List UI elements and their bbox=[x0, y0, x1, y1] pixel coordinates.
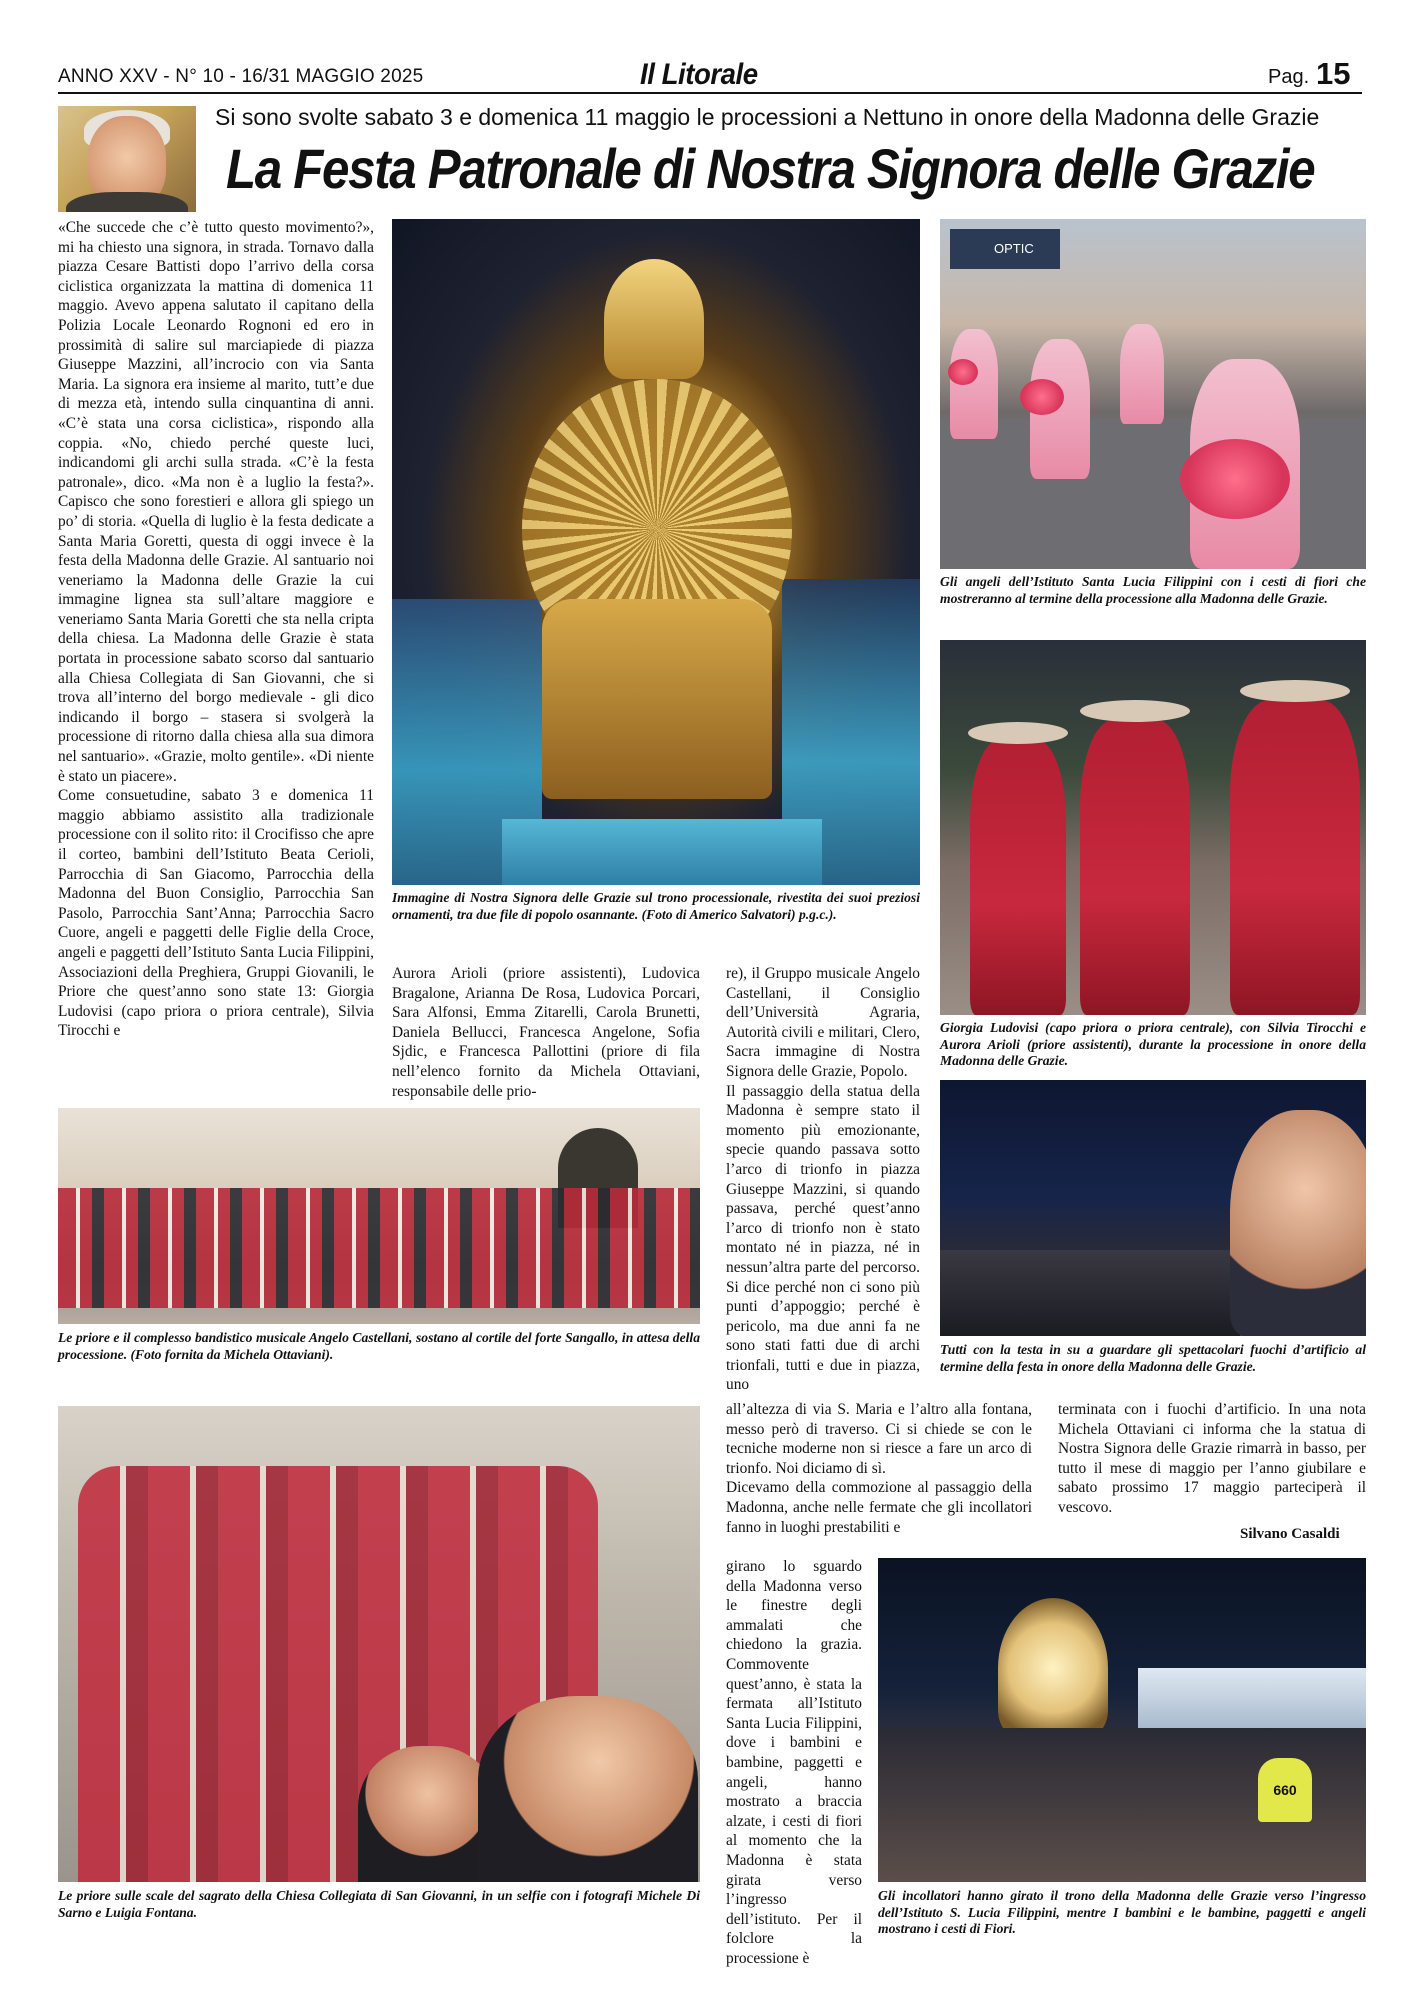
article-paragraph: Aurora Arioli (priore assistenti), Ludovica Bragalone, Arianna De Rosa, Ludovica Porcari, Sara Alfonsi, Emma Zitarelli, Carola Brunetti, Daniela Bellucci, Francesca Angelone, Sofia Sjdic, e Francesca Pallottini (priore di fila nell’elenco fornito da Michela Ottaviani, responsabile delle prio- bbox=[392, 965, 700, 1100]
caption-priore1: Giorgia Ludovisi (capo priora o priora centrale), con Silvia Tirocchi e Aurora Arioli (priore assistenti), durante la processione in onore della Madonna delle Grazie. bbox=[940, 1020, 1366, 1068]
article-paragraph: «Che succede che c’è tutto questo movimento?», mi ha chiesto una signora, in strada. Tornavo dalla piazza Cesare Battisti dopo l’arrivo della corsa ciclistica organizzata la mattina di domenica 11 maggio. Avevo appena salutato il capitano della Polizia Locale Leonardo Rognoni ed ero in prossimità di salire sul marciapiede di piazza Giuseppe Mazzini, all’incrocio con via Santa Maria. La signora era insieme al marito, tutt’e due di mezza età, intendo sulla cinquantina di anni. «C’è stata una corsa ciclistica», rispondo alla coppia. «No, chiedo perché queste luci, indicandomi gli archi sulla strada. «C’è la festa patronale», dico. «Ma non è a luglio la festa?». Capisco che sono forestieri e allora gli spiego un po’ di storia. «Quella di luglio è la festa dedicate a Santa Maria Goretti, questa di oggi invece è la festa della Madonna delle Grazie. Al santuario noi veneriamo la Madonna delle Grazie la cui immagine lignea sta sull’altare maggiore e veneriamo Santa Maria Goretti che sta nella cripta della chiesa. La Madonna delle Grazie è stata portata in processione sabato scorso dal santuario alla Chiesa Collegiata di San Giovanni, che si trova all’interno del borgo medievale - gli dico indicando il borgo – stasera si svolgerà la processione di ritorno dalla chiesa alla sua dimora nel santuario». «Grazie, molto gentile». «Di niente è stato un piacere». bbox=[58, 219, 374, 785]
article-column-4 bbox=[1058, 1400, 1366, 1518]
article-paragraph: Come consuetudine, sabato 3 e domenica 11 maggio abbiamo assistito alla tradizionale processione con il solito rito: il Crocifisso che apre il corteo, bambini dell’Istituto Beata Cerioli, Parrocchia di San Giacomo, Parrocchia della Madonna del Buon Consiglio, Parrocchia San Pasolo, Parrocchia Sant’Anna; Parrocchia Sacro Cuore, angeli e paggetti delle Figlie della Croce, angeli e paggetti dell’Istituto Santa Lucia Filippini, Associazioni della Preghiera, Gruppi Giovanili, le Priore che quest’anno sono state 13: Giorgia Ludovisi (capo priora o priora centrale), Silvia Tirocchi e bbox=[58, 787, 374, 1040]
article-paragraph: Dicevamo della commozione al passaggio della Madonna, anche nelle fermate che gli incollatori fanno in luoghi prestabiliti e bbox=[726, 1479, 1032, 1536]
masthead-logo: Il Litorale bbox=[640, 58, 758, 91]
issue-info: ANNO XXV - N° 10 - 16/31 MAGGIO 2025 bbox=[58, 66, 424, 87]
article-column-3-wide bbox=[726, 1400, 1032, 1537]
steps-selfie-photo bbox=[58, 1406, 700, 1882]
article-column-1 bbox=[58, 218, 374, 1041]
article-paragraph: terminata con i fuochi d’artificio. In una nota Michela Ottaviani ci informa che la statua di Nostra Signora delle Grazie rimarrà in basso, per tutto il mese di maggio per l’anno giubilare e sabato prossimo 17 maggio parteciperà il vescovo. bbox=[1058, 1401, 1366, 1516]
caption-night: Gli incollatori hanno girato il trono della Madonna delle Grazie verso l’ingresso dell’Istituto S. Lucia Filippini, mentre I bambini e le bambine, paggetti e angeli mostrano i cesti di Fiori. bbox=[878, 1888, 1366, 1936]
caption-procession: Immagine di Nostra Signora delle Grazie sul trono processionale, rivestita dei suoi preziosi ornamenti, tra due file di popolo osannante. (Foto di Americo Salvatori) p.g.c.). bbox=[392, 890, 920, 922]
article-column-2 bbox=[392, 964, 700, 1101]
article-paragraph: Il passaggio della statua della Madonna è sempre stato il momento più emozionante, specie quando passava sotto l’arco di trionfo in piazza Giuseppe Mazzini, si quando passava, perché quest’anno l’arco di trionfo non è stato montato né in piazza, né in nessun’altra parte del percorso. Si dice perché non ci sono più punti d’appoggio; perché è pericolo, ma due anni fa ne sono stati fatti due di archi trionfali, tutti e due in piazza, uno bbox=[726, 1082, 920, 1394]
article-column-3-narrow bbox=[726, 1557, 862, 1968]
page-number: 15 bbox=[1316, 56, 1351, 91]
article-paragraph: girano lo sguardo della Madonna verso le finestre degli ammalati che chiedono la grazia. Commovente quest’anno, è stata la fermata all’Istituto Santa Lucia Filippini, dove i bambini e bambine, paggetti e angeli, hanno mostrato a braccia alzate, i cesti di fiori al momento che la Madonna è stata girata verso l’ingresso dell’istituto. Per il folclore la processione è bbox=[726, 1558, 862, 1967]
priore-procession-photo bbox=[940, 640, 1366, 1015]
caption-band: Le priore e il complesso bandistico musicale Angelo Castellani, sostano al cortile del forte Sangallo, in attesa della processione. (Foto fornita da Michela Ottaviani). bbox=[58, 1330, 700, 1362]
fireworks-crowd-photo bbox=[940, 1080, 1366, 1336]
article-headline: La Festa Patronale di Nostra Signora delle Grazie bbox=[226, 137, 1315, 200]
procession-photo bbox=[392, 219, 920, 885]
night-procession-photo bbox=[878, 1558, 1366, 1882]
author-photo bbox=[58, 106, 196, 212]
author-signature: Silvano Casaldi bbox=[1240, 1526, 1340, 1542]
caption-steps: Le priore sulle scale del sagrato della Chiesa Collegiata di San Giovanni, in un selfie con i fotografi Michele Di Sarno e Luigia Fontana. bbox=[58, 1888, 700, 1920]
article-paragraph: all’altezza di via S. Maria e l’altro alla fontana, messo però di traverso. Ci si chiede se con le tecniche moderne non si riesce a fare un arco di trionfo. Noi diciamo di sì. bbox=[726, 1401, 1032, 1477]
article-column-3 bbox=[726, 964, 920, 1395]
shop-sign: OPTIC bbox=[950, 229, 1060, 269]
vest-number: 660 bbox=[1258, 1758, 1312, 1822]
article-subtitle: Si sono svolte sabato 3 e domenica 11 maggio le processioni a Nettuno in onore della Madonna delle Grazie bbox=[215, 104, 1320, 130]
angels-photo bbox=[940, 219, 1366, 569]
caption-angels: Gli angeli dell’Istituto Santa Lucia Filippini con i cesti di fiori che mostreranno al termine della processione alla Madonna delle Grazie. bbox=[940, 574, 1366, 606]
header-rule bbox=[58, 92, 1362, 94]
article-paragraph: re), il Gruppo musicale Angelo Castellani, il Consiglio dell’Università Agraria, Autorità civili e militari, Clero, Sacra immagine di Nostra Signora delle Grazie, Popolo. bbox=[726, 965, 920, 1080]
band-photo bbox=[58, 1108, 700, 1324]
caption-fireworks: Tutti con la testa in su a guardare gli spettacolari fuochi d’artificio al termine della festa in onore della Madonna delle Grazie. bbox=[940, 1342, 1366, 1374]
page-label: Pag. bbox=[1268, 66, 1310, 88]
